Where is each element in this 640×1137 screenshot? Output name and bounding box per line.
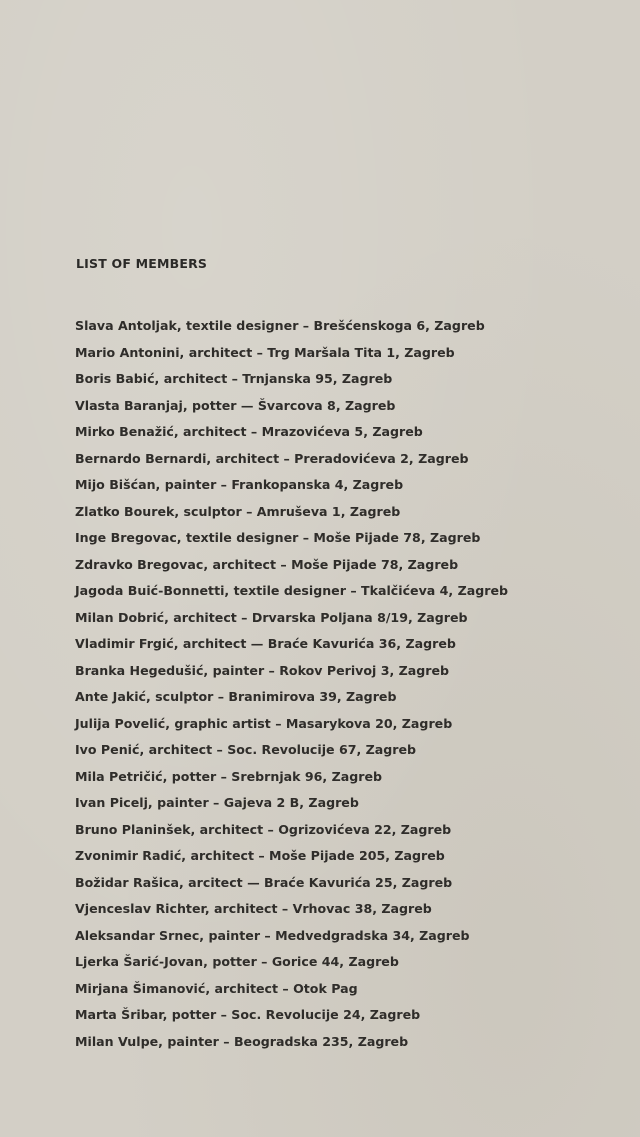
member-entry: Zvonimir Radić, architect – Moše Pijade 205, Zagreb — [75, 848, 445, 863]
member-entry: Ante Jakić, sculptor – Branimirova 39, Zagreb — [75, 689, 397, 704]
member-entry: Vlasta Baranjaj, potter — Švarcova 8, Zagreb — [75, 397, 396, 413]
member-entry: Zdravko Bregovac, architect – Moše Pijade 78, Zagreb — [75, 556, 459, 572]
member-entry: Bernardo Bernardi, architect – Preradovićeva 2, Zagreb — [75, 450, 469, 466]
member-entry: Jagoda Buić-Bonnetti, textile designer – Tkalčićeva 4, Zagreb — [75, 583, 509, 598]
member-entry: Mijo Bišćan, painter – Frankopanska 4, Zagreb — [75, 477, 404, 492]
member-entry: Mario Antonini, architect – Trg Maršala Tita 1, Zagreb — [75, 344, 455, 360]
member-entry: Julija Povelić, graphic artist – Masarykova 20, Zagreb — [75, 715, 453, 731]
member-entry: Mila Petričić, potter – Srebrnjak 96, Zagreb — [75, 768, 383, 784]
member-entry: Marta Šribar, potter – Soc. Revolucije 24, Zagreb — [75, 1007, 421, 1022]
member-entry: Branka Hegedušić, painter – Rokov Perivoj 3, Zagreb — [75, 662, 450, 678]
member-entry: Vjenceslav Richter, architect – Vrhovac 38, Zagreb — [75, 901, 432, 916]
member-entry: Inge Bregovac, textile designer – Moše Pijade 78, Zagreb — [75, 530, 481, 545]
member-entry: Milan Vulpe, painter – Beogradska 235, Zagreb — [75, 1033, 409, 1049]
member-entry: Mirjana Šimanović, architect – Otok Pag — [75, 980, 358, 996]
member-entry: Aleksandar Srnec, painter – Medvedgradska 34, Zagreb — [75, 927, 470, 943]
member-entry: Boris Babić, architect – Trnjanska 95, Zagreb — [75, 371, 393, 386]
member-entry: Mirko Benažić, architect – Mrazovićeva 5, Zagreb — [75, 424, 423, 439]
member-entry: Ljerka Šarić-Jovan, potter – Gorice 44, Zagreb — [75, 954, 399, 969]
members-list — [75, 316, 508, 1058]
list-heading: LIST OF MEMBERS — [76, 256, 208, 271]
member-entry: Milan Dobrić, architect – Drvarska Poljana 8/19, Zagreb — [75, 609, 468, 625]
member-entry: Slava Antoljak, textile designer – Brešćenskoga 6, Zagreb — [75, 318, 485, 333]
member-entry: Zlatko Bourek, sculptor – Amruševa 1, Zagreb — [75, 503, 401, 519]
member-entry: Ivan Picelj, painter – Gajeva 2 B, Zagreb — [75, 795, 359, 810]
member-entry: Vladimir Frgić, architect — Braće Kavurića 36, Zagreb — [75, 636, 456, 651]
member-entry: Božidar Rašica, arcitect — Braće Kavurića 25, Zagreb — [75, 874, 453, 890]
member-entry: Ivo Penić, architect – Soc. Revolucije 67, Zagreb — [75, 742, 417, 757]
member-entry: Bruno Planinšek, architect – Ogrizovićeva 22, Zagreb — [75, 821, 452, 837]
